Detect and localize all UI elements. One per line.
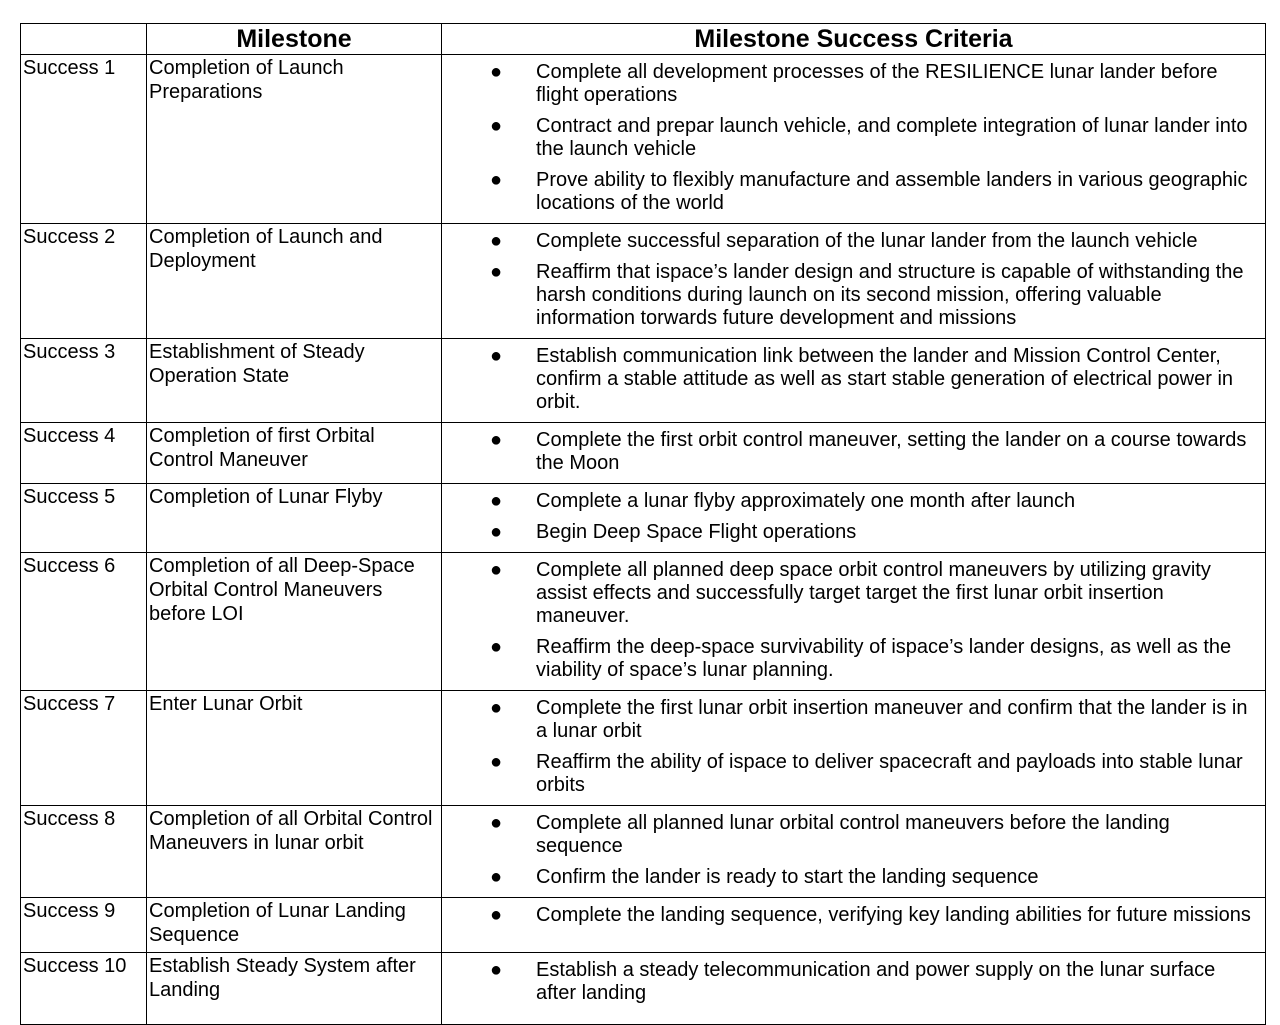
criteria-text: Complete the landing sequence, verifying key landing abilities for future missions (536, 904, 1251, 926)
criteria-text: Complete all planned deep space orbit control maneuvers by utilizing gravity assist effects and successfully target target the first lunar orbit insertion maneuver. (536, 559, 1211, 627)
criteria-item (442, 904, 1257, 927)
success-id-cell: Success 4 (21, 423, 147, 484)
bullet-icon: ● (490, 169, 503, 191)
success-id-cell: Success 8 (21, 806, 147, 898)
table-row (21, 953, 1266, 1025)
criteria-text: Complete a lunar flyby approximately one month after launch (536, 490, 1076, 512)
criteria-item (442, 636, 1257, 682)
criteria-text: Establish communication link between the lander and Mission Control Center, confirm a stable attitude as well as start stable generation of electrical power in orbit. (536, 345, 1234, 413)
milestone-cell: Enter Lunar Orbit (147, 691, 442, 806)
milestone-cell: Completion of first Orbital Control Maneuver (147, 423, 442, 484)
criteria-list (442, 230, 1257, 330)
criteria-cell (442, 55, 1266, 224)
criteria-item (442, 559, 1257, 628)
success-id-cell: Success 5 (21, 484, 147, 553)
criteria-text: Prove ability to flexibly manufacture and assemble landers in various geographic locations of the world (536, 169, 1248, 214)
criteria-text: Complete all planned lunar orbital control maneuvers before the landing sequence (536, 812, 1170, 857)
criteria-cell (442, 339, 1266, 423)
criteria-item (442, 345, 1257, 414)
bullet-icon: ● (490, 429, 503, 451)
bullet-icon: ● (490, 559, 503, 581)
bullet-icon: ● (490, 866, 503, 888)
bullet-icon: ● (490, 636, 503, 658)
table-row (21, 423, 1266, 484)
criteria-text: Reaffirm the deep-space survivability of ispace’s lander designs, as well as the viability of space’s lunar planning. (536, 636, 1232, 681)
milestone-cell: Completion of all Orbital Control Maneuvers in lunar orbit (147, 806, 442, 898)
milestone-cell: Completion of all Deep-Space Orbital Control Maneuvers before LOI (147, 553, 442, 691)
criteria-list (442, 345, 1257, 414)
milestone-cell: Completion of Launch and Deployment (147, 224, 442, 339)
table-body (21, 55, 1266, 1025)
criteria-cell (442, 953, 1266, 1025)
bullet-icon: ● (490, 345, 503, 367)
criteria-list (442, 429, 1257, 475)
criteria-cell (442, 224, 1266, 339)
criteria-item (442, 261, 1257, 330)
success-id-cell: Success 1 (21, 55, 147, 224)
criteria-text: Complete the first lunar orbit insertion maneuver and confirm that the lander is in a lunar orbit (536, 697, 1248, 742)
table-row (21, 484, 1266, 553)
header-id (21, 24, 147, 55)
criteria-text: Complete all development processes of the RESILIENCE lunar lander before flight operations (536, 61, 1218, 106)
table-row (21, 553, 1266, 691)
bullet-icon: ● (490, 697, 503, 719)
criteria-text: Establish a steady telecommunication and power supply on the lunar surface after landing (536, 959, 1216, 1004)
header-row (21, 24, 1266, 55)
criteria-cell (442, 423, 1266, 484)
criteria-list (442, 697, 1257, 797)
criteria-text: Contract and prepar launch vehicle, and complete integration of lunar lander into the launch vehicle (536, 115, 1248, 160)
bullet-icon: ● (490, 521, 503, 543)
milestone-cell: Completion of Lunar Flyby (147, 484, 442, 553)
milestone-cell: Establishment of Steady Operation State (147, 339, 442, 423)
table-row (21, 691, 1266, 806)
criteria-cell (442, 806, 1266, 898)
criteria-text: Reaffirm that ispace’s lander design and structure is capable of withstanding the harsh conditions during launch on its second mission, offering valuable information torwards future development and missions (536, 261, 1244, 329)
milestone-table (20, 23, 1266, 1025)
criteria-cell (442, 553, 1266, 691)
bullet-icon: ● (490, 61, 503, 83)
criteria-item (442, 959, 1257, 1005)
criteria-text: Complete successful separation of the lunar lander from the launch vehicle (536, 230, 1198, 252)
bullet-icon: ● (490, 812, 503, 834)
criteria-list (442, 61, 1257, 215)
criteria-item (442, 490, 1257, 513)
success-id-cell: Success 10 (21, 953, 147, 1025)
table-row (21, 55, 1266, 224)
success-id-cell: Success 7 (21, 691, 147, 806)
success-id-cell: Success 9 (21, 898, 147, 953)
bullet-icon: ● (490, 490, 503, 512)
criteria-cell (442, 898, 1266, 953)
success-id-cell: Success 2 (21, 224, 147, 339)
criteria-item (442, 61, 1257, 107)
criteria-list (442, 490, 1257, 544)
criteria-item (442, 812, 1257, 858)
criteria-item (442, 521, 1257, 544)
bullet-icon: ● (490, 230, 503, 252)
criteria-list (442, 959, 1257, 1005)
criteria-cell (442, 484, 1266, 553)
criteria-item (442, 230, 1257, 253)
table-row (21, 898, 1266, 953)
milestone-cell: Completion of Lunar Landing Sequence (147, 898, 442, 953)
table-row (21, 806, 1266, 898)
criteria-text: Begin Deep Space Flight operations (536, 521, 857, 543)
header-criteria: Milestone Success Criteria (442, 24, 1266, 55)
bullet-icon: ● (490, 904, 503, 926)
criteria-cell (442, 691, 1266, 806)
milestone-cell: Completion of Launch Preparations (147, 55, 442, 224)
criteria-text: Complete the first orbit control maneuver, setting the lander on a course towards the Moon (536, 429, 1247, 474)
criteria-text: Confirm the lander is ready to start the landing sequence (536, 866, 1039, 888)
criteria-item (442, 169, 1257, 215)
criteria-item (442, 429, 1257, 475)
table-row (21, 339, 1266, 423)
criteria-item (442, 697, 1257, 743)
success-id-cell: Success 3 (21, 339, 147, 423)
criteria-item (442, 866, 1257, 889)
criteria-list (442, 812, 1257, 889)
criteria-list (442, 559, 1257, 682)
table-row (21, 224, 1266, 339)
success-id-cell: Success 6 (21, 553, 147, 691)
criteria-text: Reaffirm the ability of ispace to deliver spacecraft and payloads into stable lunar orbits (536, 751, 1243, 796)
criteria-item (442, 751, 1257, 797)
bullet-icon: ● (490, 115, 503, 137)
header-milestone: Milestone (147, 24, 442, 55)
bullet-icon: ● (490, 751, 503, 773)
bullet-icon: ● (490, 959, 503, 981)
criteria-item (442, 115, 1257, 161)
bullet-icon: ● (490, 261, 503, 283)
criteria-list (442, 904, 1257, 927)
milestone-cell: Establish Steady System after Landing (147, 953, 442, 1025)
